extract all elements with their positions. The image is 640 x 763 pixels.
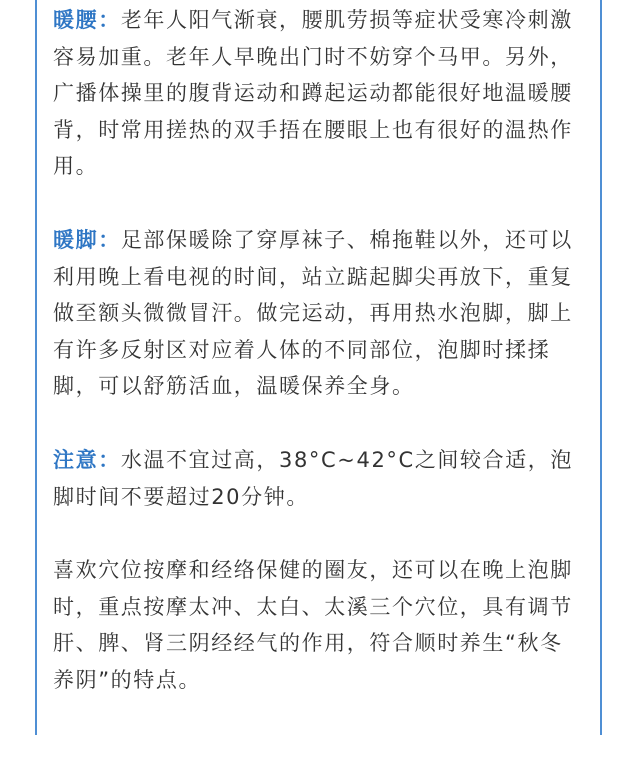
paragraph-note xyxy=(53,442,583,515)
article-content xyxy=(53,2,583,699)
heading-colon: ： xyxy=(98,447,121,472)
paragraph-warm-feet xyxy=(53,222,583,405)
acupoint-text: 喜欢穴位按摩和经络保健的圈友，还可以在晚上泡脚时，重点按摩太冲、太白、太溪三个穴位，具有调节肝、脾、肾三阴经经气的作用，符合顺时养生“秋冬养阴”的特点。 xyxy=(53,558,573,692)
right-border-line xyxy=(600,0,602,735)
warm-waist-text: 老年人阳气渐衰，腰肌劳损等症状受寒冷刺激容易加重。老年人早晚出门时不妨穿个马甲。另外，广播体操里的腹背运动和蹲起运动都能很好地温暖腰背，时常用搓热的双手捂在腰眼上也有很好的温热作用。 xyxy=(53,8,573,179)
paragraph-acupoint xyxy=(53,552,583,698)
paragraph-gap xyxy=(53,185,583,222)
left-border-line xyxy=(35,0,37,735)
paragraph-gap xyxy=(53,405,583,442)
paragraph-warm-waist xyxy=(53,2,583,185)
heading-colon: ： xyxy=(98,8,121,32)
warm-feet-text: 足部保暖除了穿厚袜子、棉拖鞋以外，还可以利用晚上看电视的时间，站立踮起脚尖再放下，重复做至额头微微冒汗。做完运动，再用热水泡脚，脚上有许多反射区对应着人体的不同部位，泡脚时揉揉脚，可以舒筋活血，温暖保养全身。 xyxy=(53,227,573,399)
heading-warm-feet: 暖脚 xyxy=(53,227,99,252)
heading-warm-waist: 暖腰 xyxy=(53,8,99,32)
heading-colon: ： xyxy=(98,227,121,252)
heading-note: 注意 xyxy=(53,447,99,472)
note-text: 水温不宜过高，38°C~42°C之间较合适，泡脚时间不要超过20分钟。 xyxy=(53,447,573,509)
paragraph-gap xyxy=(53,515,583,552)
